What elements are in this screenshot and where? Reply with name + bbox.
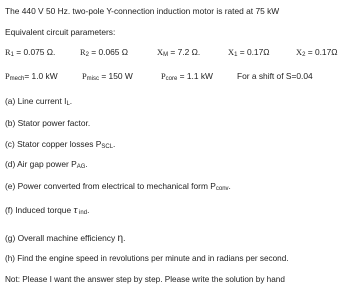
param-pmisc: Pmisc = 150 W xyxy=(82,71,133,82)
problem-intro: The 440 V 50 Hz. two-pole Y-connection induction motor is rated at 75 kW xyxy=(5,6,280,16)
param-r1: R1 = 0.075 Ω. xyxy=(5,47,56,58)
instruction-note: Not: Please I want the answer step by step. Please write the solution by hand xyxy=(5,275,285,284)
question-h: (h) Find the engine speed in revolutions per minute and in radians per second. xyxy=(5,254,289,263)
question-a: (a) Line current IL. xyxy=(5,96,73,107)
question-b: (b) Stator power factor. xyxy=(5,118,91,128)
param-pmech: Pmech= 1.0 kW xyxy=(5,71,58,82)
param-pcore: Pcore = 1.1 kW xyxy=(161,71,213,82)
param-xm: XM = 7.2 Ω. xyxy=(157,47,201,58)
question-f: (f) Induced torque τ ind. xyxy=(5,204,90,216)
params-heading: Equivalent circuit parameters: xyxy=(5,27,116,37)
param-x1: X1 = 0.17Ω xyxy=(228,47,270,58)
shift-note: For a shift of S=0.04 xyxy=(237,71,313,81)
params-row-2 xyxy=(0,71,350,83)
question-g: (g) Overall machine efficiency η. xyxy=(5,233,126,244)
param-r2: R2 = 0.065 Ω xyxy=(80,47,129,58)
question-e: (e) Power converted from electrical to mechanical form Pconv. xyxy=(5,181,231,192)
param-x2: X2 = 0.17Ω xyxy=(296,47,338,58)
question-c: (c) Stator copper losses PSCL. xyxy=(5,139,116,150)
params-row-1 xyxy=(0,47,350,59)
question-d: (d) Air gap power PAG. xyxy=(5,159,88,170)
